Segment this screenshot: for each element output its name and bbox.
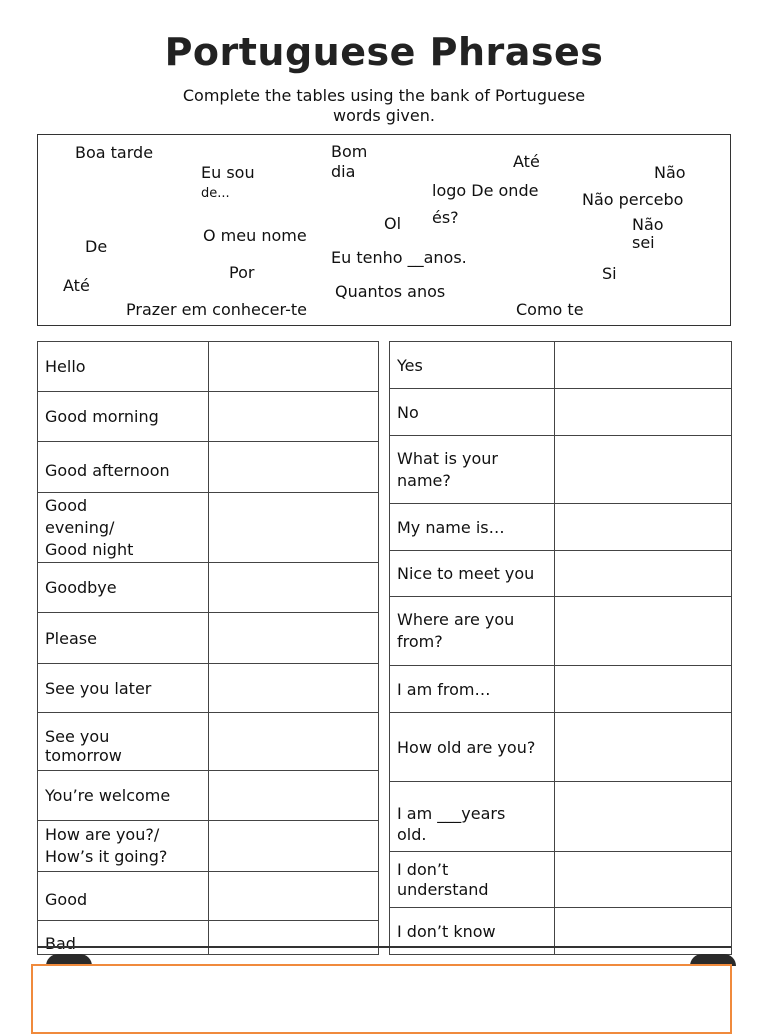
- table-row: [390, 342, 732, 389]
- word-sei: sei: [632, 233, 655, 252]
- table-row: [38, 664, 379, 713]
- answer-cell[interactable]: [555, 666, 732, 713]
- answer-cell[interactable]: [555, 389, 732, 436]
- phrase-line: How are you?/: [45, 825, 160, 844]
- table-row: [390, 713, 732, 782]
- table-row: [38, 342, 379, 392]
- table-row: [390, 389, 732, 436]
- english-phrase: See you later: [38, 664, 209, 713]
- english-phrase: Good: [38, 872, 209, 921]
- table-row: [390, 436, 732, 504]
- english-phrase: [390, 782, 555, 852]
- phrase-line: from?: [397, 632, 443, 651]
- word-ate-1: Até: [513, 152, 540, 171]
- phrase-line: understand: [397, 879, 489, 899]
- english-phrase: You’re welcome: [38, 771, 209, 821]
- english-phrase: Please: [38, 613, 209, 664]
- answer-cell[interactable]: [555, 597, 732, 666]
- english-phrase: I am from…: [390, 666, 555, 713]
- table-row: [390, 782, 732, 852]
- instruction-line-1: Complete the tables using the bank of Portuguese: [182, 86, 586, 105]
- answer-cell[interactable]: [209, 921, 379, 955]
- table-row: [38, 821, 379, 872]
- word-prazer: Prazer em conhecer-te: [126, 300, 307, 319]
- word-como-te: Como te: [516, 300, 584, 319]
- table-row: [38, 713, 379, 771]
- answer-cell[interactable]: [209, 392, 379, 442]
- word-quantos-anos: Quantos anos: [335, 282, 446, 301]
- answer-cell[interactable]: [555, 342, 732, 389]
- table-row: [38, 613, 379, 664]
- answer-cell[interactable]: [555, 551, 732, 597]
- english-phrase: Goodbye: [38, 563, 209, 613]
- english-phrase: Good afternoon: [38, 442, 209, 493]
- answer-cell[interactable]: [209, 771, 379, 821]
- answer-cell[interactable]: [209, 872, 379, 921]
- word-de: De: [85, 237, 108, 256]
- word-bom: Bom: [331, 142, 368, 161]
- english-phrase: My name is…: [390, 504, 555, 551]
- english-phrase: I don’t know: [390, 908, 555, 955]
- word-eu-tenho-anos: Eu tenho __anos.: [331, 248, 467, 267]
- bottom-divider: [37, 946, 731, 948]
- english-phrase: How old are you?: [390, 713, 555, 782]
- page-title: Portuguese Phrases: [164, 30, 604, 74]
- word-boa-tarde: Boa tarde: [75, 143, 154, 162]
- word-por: Por: [229, 263, 255, 282]
- table-row: [38, 392, 379, 442]
- phrase-line: Where are you: [397, 610, 515, 629]
- word-ate-2: Até: [63, 276, 90, 295]
- answer-cell[interactable]: [555, 504, 732, 551]
- english-phrase: Bad: [38, 921, 209, 955]
- phrase-line: How’s it going?: [45, 847, 168, 866]
- table-row: [38, 771, 379, 821]
- word-o-meu-nome: O meu nome: [203, 226, 307, 245]
- answer-cell[interactable]: [209, 821, 379, 872]
- answer-cell[interactable]: [209, 493, 379, 563]
- table-row: [390, 504, 732, 551]
- answer-cell[interactable]: [555, 852, 732, 908]
- table-row: [38, 563, 379, 613]
- right-phrase-table: [389, 341, 732, 955]
- table-row: [390, 852, 732, 908]
- table-row: [38, 921, 379, 955]
- table-row: [390, 666, 732, 713]
- answer-cell[interactable]: [209, 442, 379, 493]
- word-nao-1: Não: [654, 163, 686, 182]
- phrase-line: I am ___years: [397, 803, 506, 823]
- table-row: [390, 551, 732, 597]
- phrase-line: evening/: [45, 517, 115, 537]
- answer-cell[interactable]: [209, 563, 379, 613]
- phrase-line: What is your: [397, 448, 498, 468]
- left-phrase-table: [37, 341, 379, 955]
- english-phrase: Hello: [38, 342, 209, 392]
- answer-cell[interactable]: [209, 713, 379, 771]
- word-es: és?: [432, 208, 459, 227]
- word-nao-2: Não: [632, 215, 664, 234]
- word-bank: [37, 134, 731, 326]
- answer-cell[interactable]: [555, 782, 732, 852]
- instruction-line-2: words given.: [333, 106, 435, 125]
- answer-cell[interactable]: [209, 664, 379, 713]
- table-row: [390, 597, 732, 666]
- english-phrase: [390, 436, 555, 504]
- word-de-dots: de...: [201, 186, 230, 201]
- english-phrase: [390, 852, 555, 908]
- word-ol: Ol: [384, 214, 402, 233]
- table-row: [38, 872, 379, 921]
- phrase-line: Good: [45, 495, 88, 515]
- english-phrase: [38, 713, 209, 771]
- answer-cell[interactable]: [555, 436, 732, 504]
- word-eu-sou: Eu sou: [201, 163, 255, 182]
- english-phrase: [38, 821, 209, 872]
- phrase-line: tomorrow: [45, 745, 122, 765]
- phrase-line: Good night: [45, 539, 134, 559]
- table-row: [38, 493, 379, 563]
- answer-cell[interactable]: [209, 613, 379, 664]
- instructions: [150, 86, 618, 126]
- english-phrase: [38, 493, 209, 563]
- phrase-line: See you: [45, 726, 110, 746]
- answer-cell[interactable]: [209, 342, 379, 392]
- phrase-line: I don’t: [397, 859, 449, 879]
- word-dia: dia: [331, 162, 356, 181]
- word-si: Si: [602, 264, 617, 283]
- phrase-line: old.: [397, 824, 427, 844]
- english-phrase: Good morning: [38, 392, 209, 442]
- table-row: [38, 442, 379, 493]
- english-phrase: [390, 597, 555, 666]
- english-phrase: Yes: [390, 342, 555, 389]
- english-phrase: No: [390, 389, 555, 436]
- answer-cell[interactable]: [555, 713, 732, 782]
- word-logo-de-onde: logo De onde: [432, 181, 539, 200]
- english-phrase: Nice to meet you: [390, 551, 555, 597]
- word-nao-percebo: Não percebo: [582, 190, 684, 209]
- phrase-line: name?: [397, 470, 451, 490]
